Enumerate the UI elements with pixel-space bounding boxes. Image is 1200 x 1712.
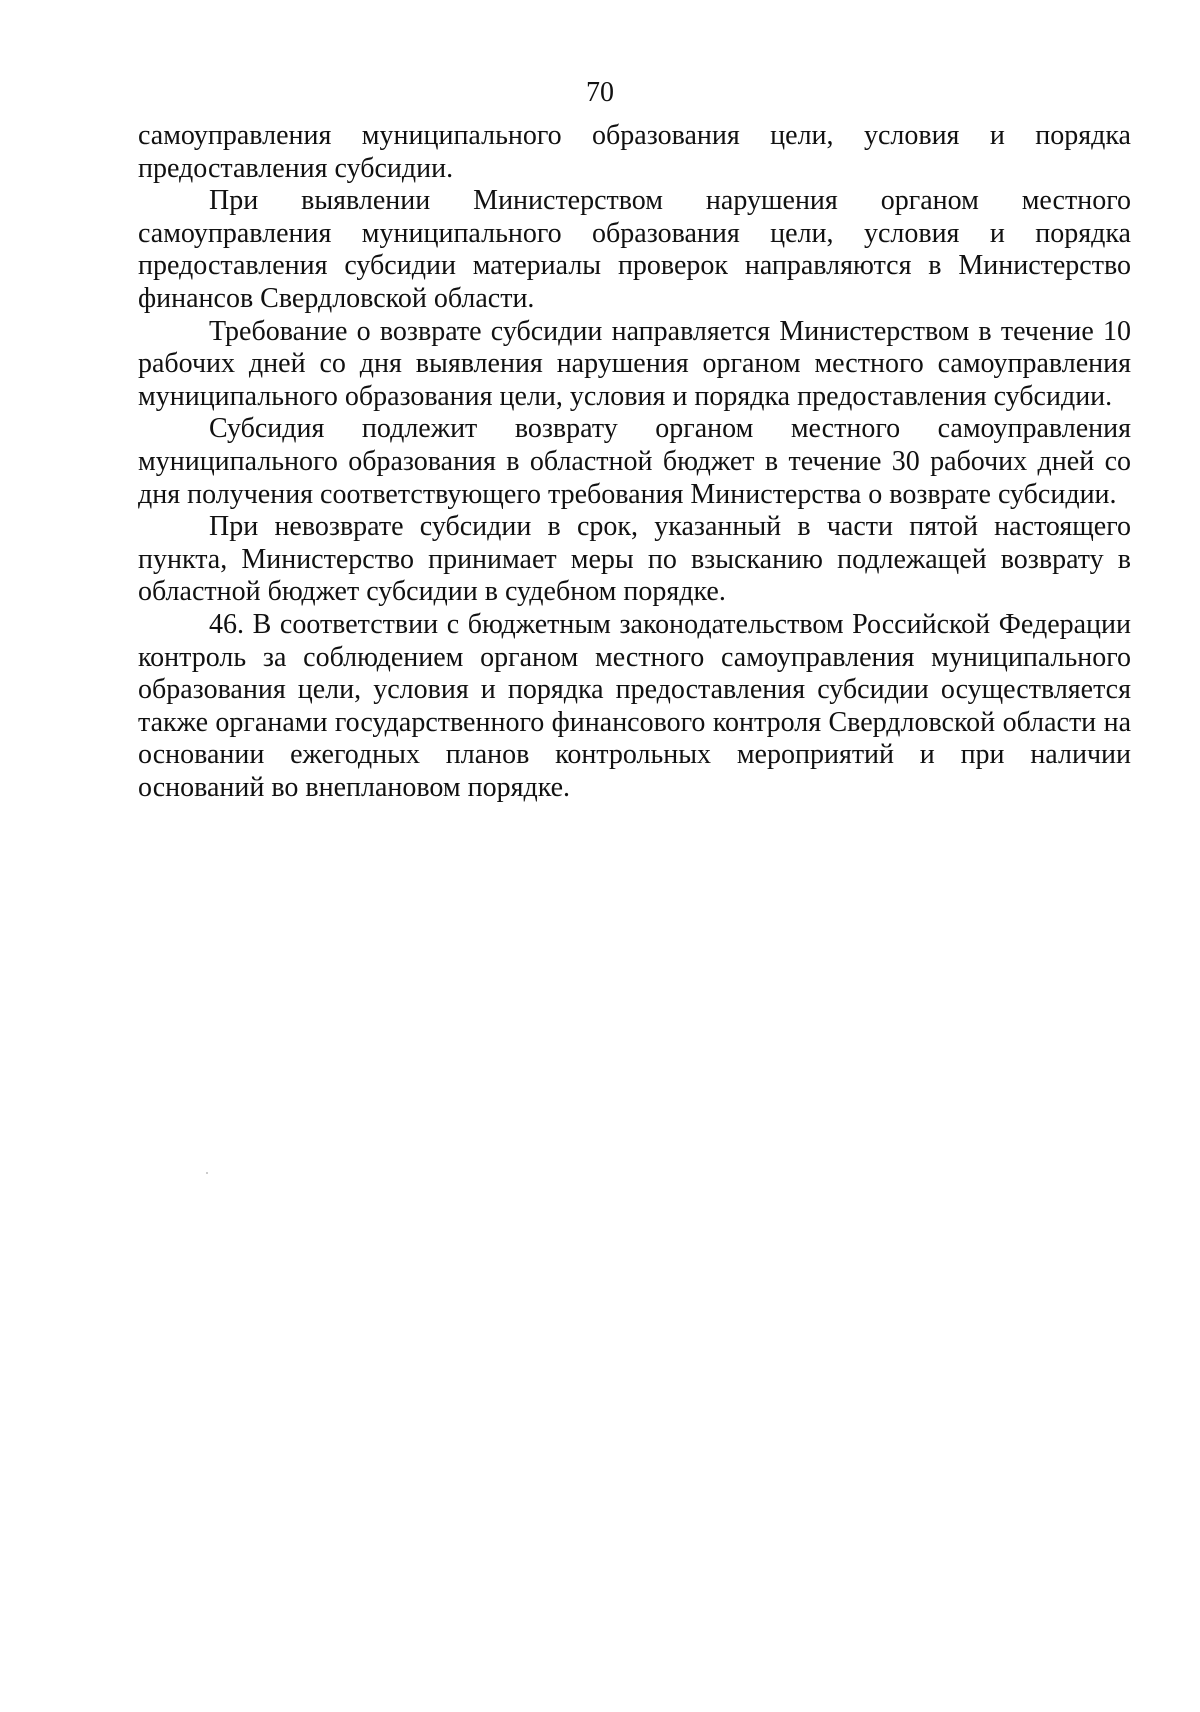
paragraph-refund-demand: Требование о возврате субсидии направляется Министерством в течение 10 рабочих дней со дня выявления нарушения органом местного самоуправления муниципального образования цели, условия и порядка предоставления субсидии. — [138, 315, 1131, 412]
scan-speck — [206, 1172, 208, 1174]
paragraph-violation-materials: При выявлении Министерством нарушения органом местного самоуправления муниципального образования цели, условия и порядка предоставления субсидии материалы проверок направляются в Министерство финансов Свердловской области. — [138, 185, 1131, 314]
paragraph-46-control: 46. В соответствии с бюджетным законодательством Российской Федерации контроль за соблюдением органом местного самоуправления муниципального образования цели, условия и порядка предоставления субсидии осуществляется также органами государственного финансового контроля Свердловской области на основании ежегодных планов контрольных мероприятий и при наличии оснований во внеплановом порядке. — [138, 608, 1131, 803]
paragraph-non-return-measures: При невозврате субсидии в срок, указанный в части пятой настоящего пункта, Министерство принимает меры по взысканию подлежащей возврату в областной бюджет субсидии в судебном порядке. — [138, 511, 1131, 608]
paragraph-subsidy-return: Субсидия подлежит возврату органом местного самоуправления муниципального образования в областной бюджет в течение 30 рабочих дней со дня получения соответствующего требования Министерства о возврате субсидии. — [138, 413, 1131, 510]
document-body — [138, 120, 1131, 804]
paragraph-continuation: самоуправления муниципального образования цели, условия и порядка предоставления субсидии. — [138, 120, 1131, 184]
page-number: 70 — [586, 77, 614, 108]
